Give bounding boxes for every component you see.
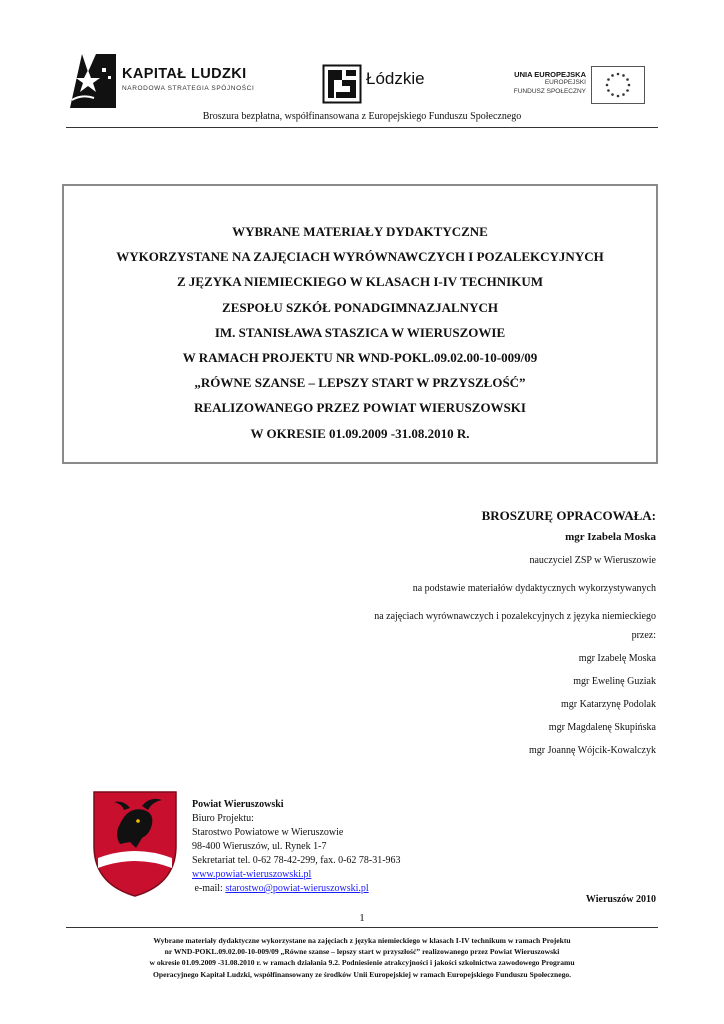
contact-line-4: Sekretariat tel. 0-62 78-42-299, fax. 0-62 78-31-963 (192, 855, 401, 866)
title-box (62, 184, 658, 464)
eu-star (626, 89, 629, 92)
website-link[interactable]: www.powiat-wieruszowski.pl (192, 869, 312, 880)
basis-line-3: przez: (631, 630, 656, 641)
contact-line-2: Starostwo Powiatowe w Wieruszowie (192, 827, 344, 838)
eu-star (622, 93, 625, 96)
footnote-line: nr WND-POKL.09.02.00-10-009/09 „Równe szanse – lepszy start w przyszłość” realizowanego przez Powiat Wieruszowski (164, 947, 560, 957)
basis-line-2: na zajęciach wyrównawczych i pozalekcyjnych z języka niemieckiego (374, 611, 656, 622)
contact-org: Powiat Wieruszowski (192, 799, 284, 810)
kapital-ludzki-logo (68, 50, 268, 110)
contributor-4: mgr Magdalenę Skupińska (548, 722, 656, 733)
basis-line-1: na podstawie materiałów dydaktycznych wykorzystywanych (412, 583, 656, 594)
lodzkie-emblem-icon (322, 64, 362, 104)
eu-star (607, 78, 610, 81)
page-number: 1 (359, 912, 365, 924)
title-line: Z JĘZYKA NIEMIECKIEGO W KLASACH I-IV TECHNIKUM (177, 274, 543, 290)
eu-star (607, 89, 610, 92)
contributor-3: mgr Katarzynę Podolak (561, 699, 656, 710)
footnote (40, 935, 684, 980)
header-note: Broszura bezpłatna, współfinansowana z Europejskiego Funduszu Społecznego (202, 111, 522, 122)
contact-line-1: Biuro Projektu: (192, 813, 254, 824)
eu-star (626, 78, 629, 81)
title-line: REALIZOWANEGO PRZEZ POWIAT WIERUSZOWSKI (194, 400, 526, 416)
powiat-crest (90, 788, 180, 898)
footer-divider (66, 927, 658, 928)
title-line: W RAMACH PROJEKTU NR WND-POKL.09.02.00-10-009/09 (182, 350, 538, 366)
email-label: e-mail: (194, 883, 223, 894)
eu-star (628, 84, 631, 87)
title-line: WYBRANE MATERIAŁY DYDAKTYCZNE (232, 224, 488, 239)
eu-star (617, 73, 620, 76)
title-line: ZESPOŁU SZKÓŁ PONADGIMNAZJALNYCH (222, 299, 498, 315)
title-line: IM. STANISŁAWA STASZICA W WIERUSZOWIE (214, 324, 506, 340)
title-line: „RÓWNE SZANSE – LEPSZY START W PRZYSZŁOŚĆ” (194, 375, 526, 391)
goat-crest-icon (90, 788, 180, 898)
lodzkie-label: Łódzkie (366, 69, 425, 88)
contact-line-3: 98-400 Wieruszów, ul. Rynek 1-7 (192, 841, 327, 852)
title-lines (64, 219, 656, 446)
email-link[interactable]: starostwo@powiat-wieruszowski.pl (225, 883, 369, 894)
footnote-line: Operacyjnego Kapitał Ludzki, współfinansowany ze środków Unii Europejskiej w ramach Europejskiego Funduszu Społecznego. (152, 969, 572, 979)
title-line: W OKRESIE 01.09.2009 -31.08.2010 R. (250, 425, 470, 441)
eu-line-2: FUNDUSZ SPOŁECZNY (513, 87, 586, 95)
kapital-ludzki-subtitle: NARODOWA STRATEGIA SPÓJNOŚCI (122, 85, 255, 92)
lodzkie-logo (322, 64, 442, 104)
eu-star (622, 74, 625, 77)
contributor-1: mgr Izabelę Moska (578, 653, 656, 664)
eu-flag-icon (591, 66, 645, 104)
author-name: mgr Izabela Moska (565, 531, 656, 543)
footnote-line: w okresie 01.09.2009 -31.08.2010 r. w ramach działania 9.2. Podniesienie atrakcyjności i jakości szkolnictwa zawodowego Programu (149, 958, 575, 968)
header-divider (66, 127, 658, 128)
eu-star (617, 95, 620, 98)
footnote-line: Wybrane materiały dydaktyczne wykorzystane na zajęciach z języka niemieckiego w klasach I-IV technikum w ramach Projektu (153, 936, 571, 945)
kapital-ludzki-emblem-icon (68, 50, 120, 110)
contributor-2: mgr Ewelinę Guziak (573, 676, 656, 687)
contact-block (192, 798, 401, 896)
prepared-heading: BROSZURĘ OPRACOWAŁA: (481, 508, 656, 523)
eu-title: UNIA EUROPEJSKA (514, 70, 586, 79)
eu-star (606, 84, 609, 87)
eu-star (611, 93, 614, 96)
eu-line-1: EUROPEJSKI (544, 79, 586, 86)
place-date: Wieruszów 2010 (585, 894, 656, 905)
kapital-ludzki-title: KAPITAŁ LUDZKI (122, 66, 247, 82)
contributor-5: mgr Joannę Wójcik-Kowalczyk (529, 745, 656, 756)
author-role: nauczyciel ZSP w Wieruszowie (529, 555, 656, 566)
title-line: WYKORZYSTANE NA ZAJĘCIACH WYRÓWNAWCZYCH I POZALEKCYJNYCH (116, 249, 604, 265)
eu-star (611, 74, 614, 77)
eu-logo (500, 65, 650, 107)
